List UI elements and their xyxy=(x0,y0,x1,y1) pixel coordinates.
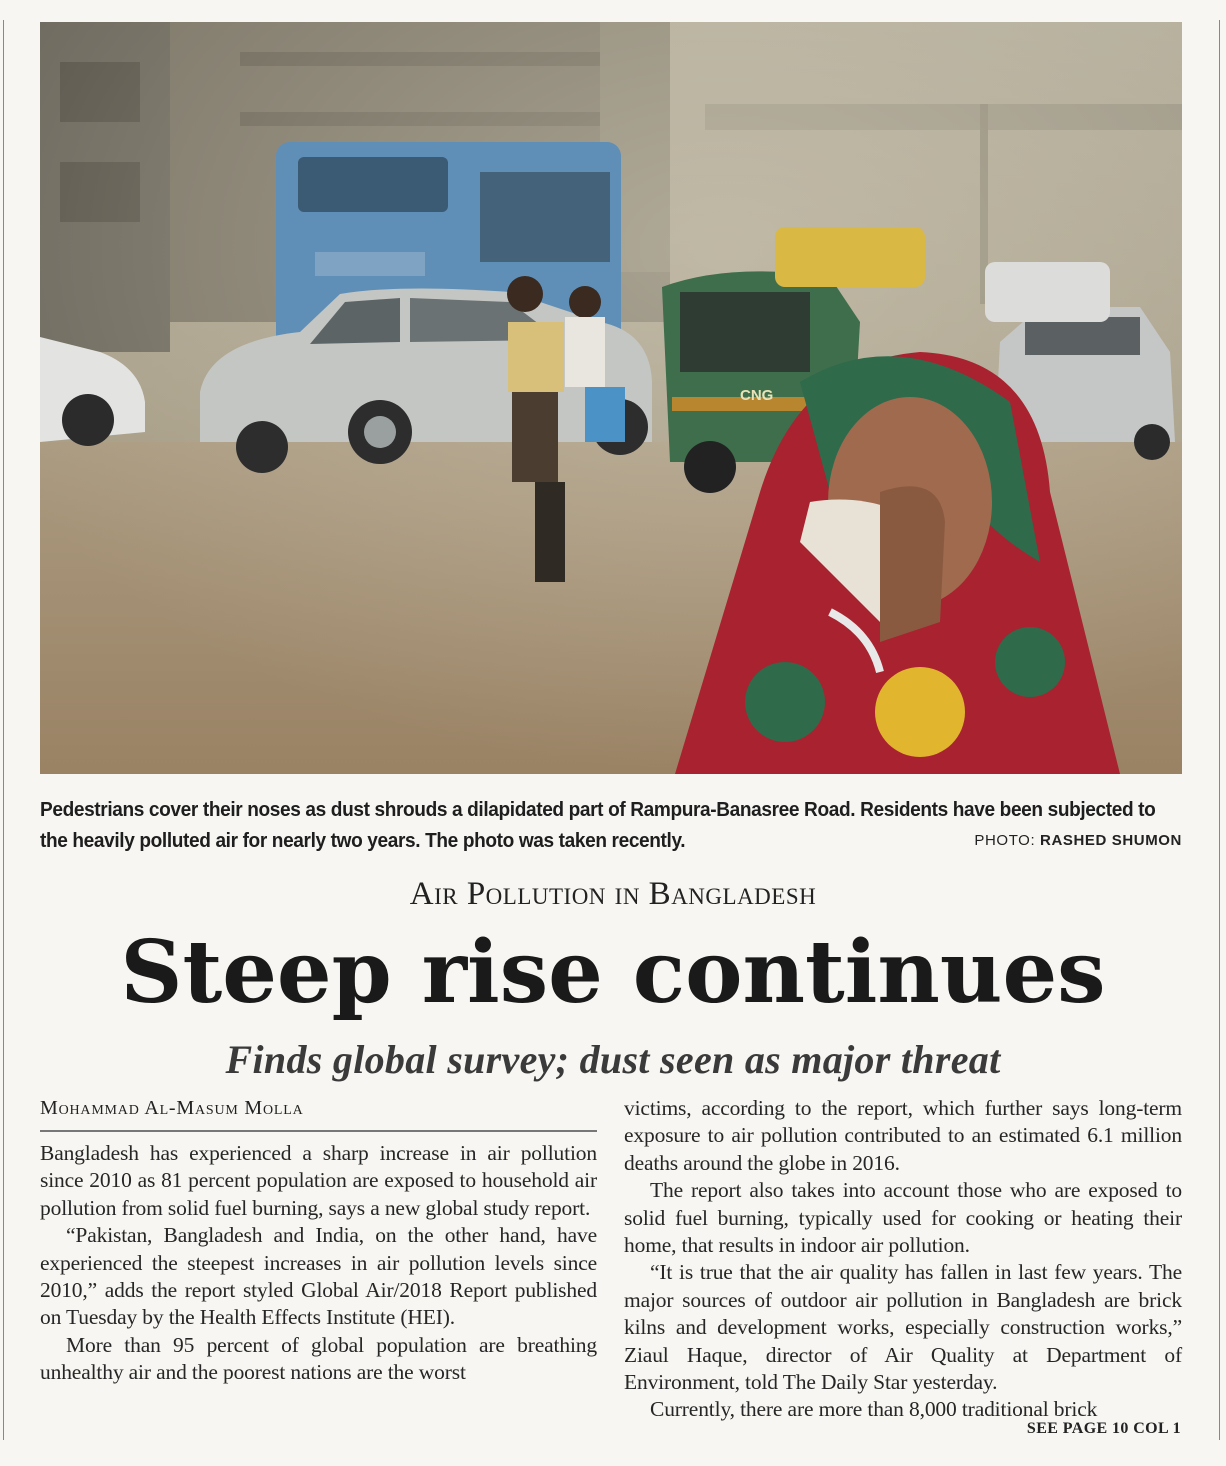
article-column-1 xyxy=(40,1140,597,1387)
article-column-2 xyxy=(624,1095,1182,1424)
byline-rule xyxy=(40,1130,597,1132)
yellow-bus xyxy=(775,227,925,287)
photo-caption: Pedestrians cover their noses as dust shrouds a dilapidated part of Rampura-Banasree Road. Residents have been subjected to the heavily polluted air for nearly two years. The photo was taken recently. xyxy=(40,798,1156,852)
paragraph: Currently, there are more than 8,000 traditional brick xyxy=(650,1397,1098,1422)
cng-label: CNG xyxy=(740,387,774,404)
photo-credit xyxy=(974,832,1182,849)
byline: Mohammad Al-Masum Molla xyxy=(40,1097,304,1119)
paragraph: The report also takes into account those who are exposed to solid fuel burning, typically used for cooking or heating their home, that results in indoor air pollution. xyxy=(624,1178,1182,1258)
page-left-rule xyxy=(3,20,4,1440)
credit-label: PHOTO: xyxy=(974,832,1036,849)
paragraph: Bangladesh has experienced a sharp increase in air pollution since 2010 as 81 percent population are exposed to household air pollution from solid fuel burning, says a new global study report. xyxy=(40,1141,597,1220)
paragraph: “Pakistan, Bangladesh and India, on the other hand, have experienced the steepest increases in air pollution levels since 2010,” adds the report styled Global Air/2018 Report published on Tuesday by the Health Effects Institute (HEI). xyxy=(40,1223,597,1330)
paragraph: “It is true that the air quality has fallen in last few years. The major sources of outdoor air pollution in Bangladesh are brick kilns and development works, especially construction works,” Ziaul Haque, director of Air Quality at Department of Environment, told The Daily Star yesterday. xyxy=(624,1260,1182,1395)
article-headline: Steep rise continues xyxy=(120,922,1106,1023)
paragraph: victims, according to the report, which further says long-term exposure to air pollution contributed to an estimated 6.1 million deaths around the globe in 2016. xyxy=(624,1096,1182,1175)
photo-illustration xyxy=(40,22,1182,774)
paragraph: More than 95 percent of global population are breathing unhealthy air and the poorest nations are the worst xyxy=(40,1332,597,1385)
credit-name: RASHED SHUMON xyxy=(1040,832,1182,849)
article-kicker: Air Pollution in Bangladesh xyxy=(409,876,817,912)
article-deck: Finds global survey; dust seen as major threat xyxy=(225,1037,1001,1082)
continued-jump-link[interactable]: SEE PAGE 10 COL 1 xyxy=(1026,1420,1181,1437)
news-photo xyxy=(40,22,1182,774)
page-right-rule xyxy=(1219,20,1220,1440)
